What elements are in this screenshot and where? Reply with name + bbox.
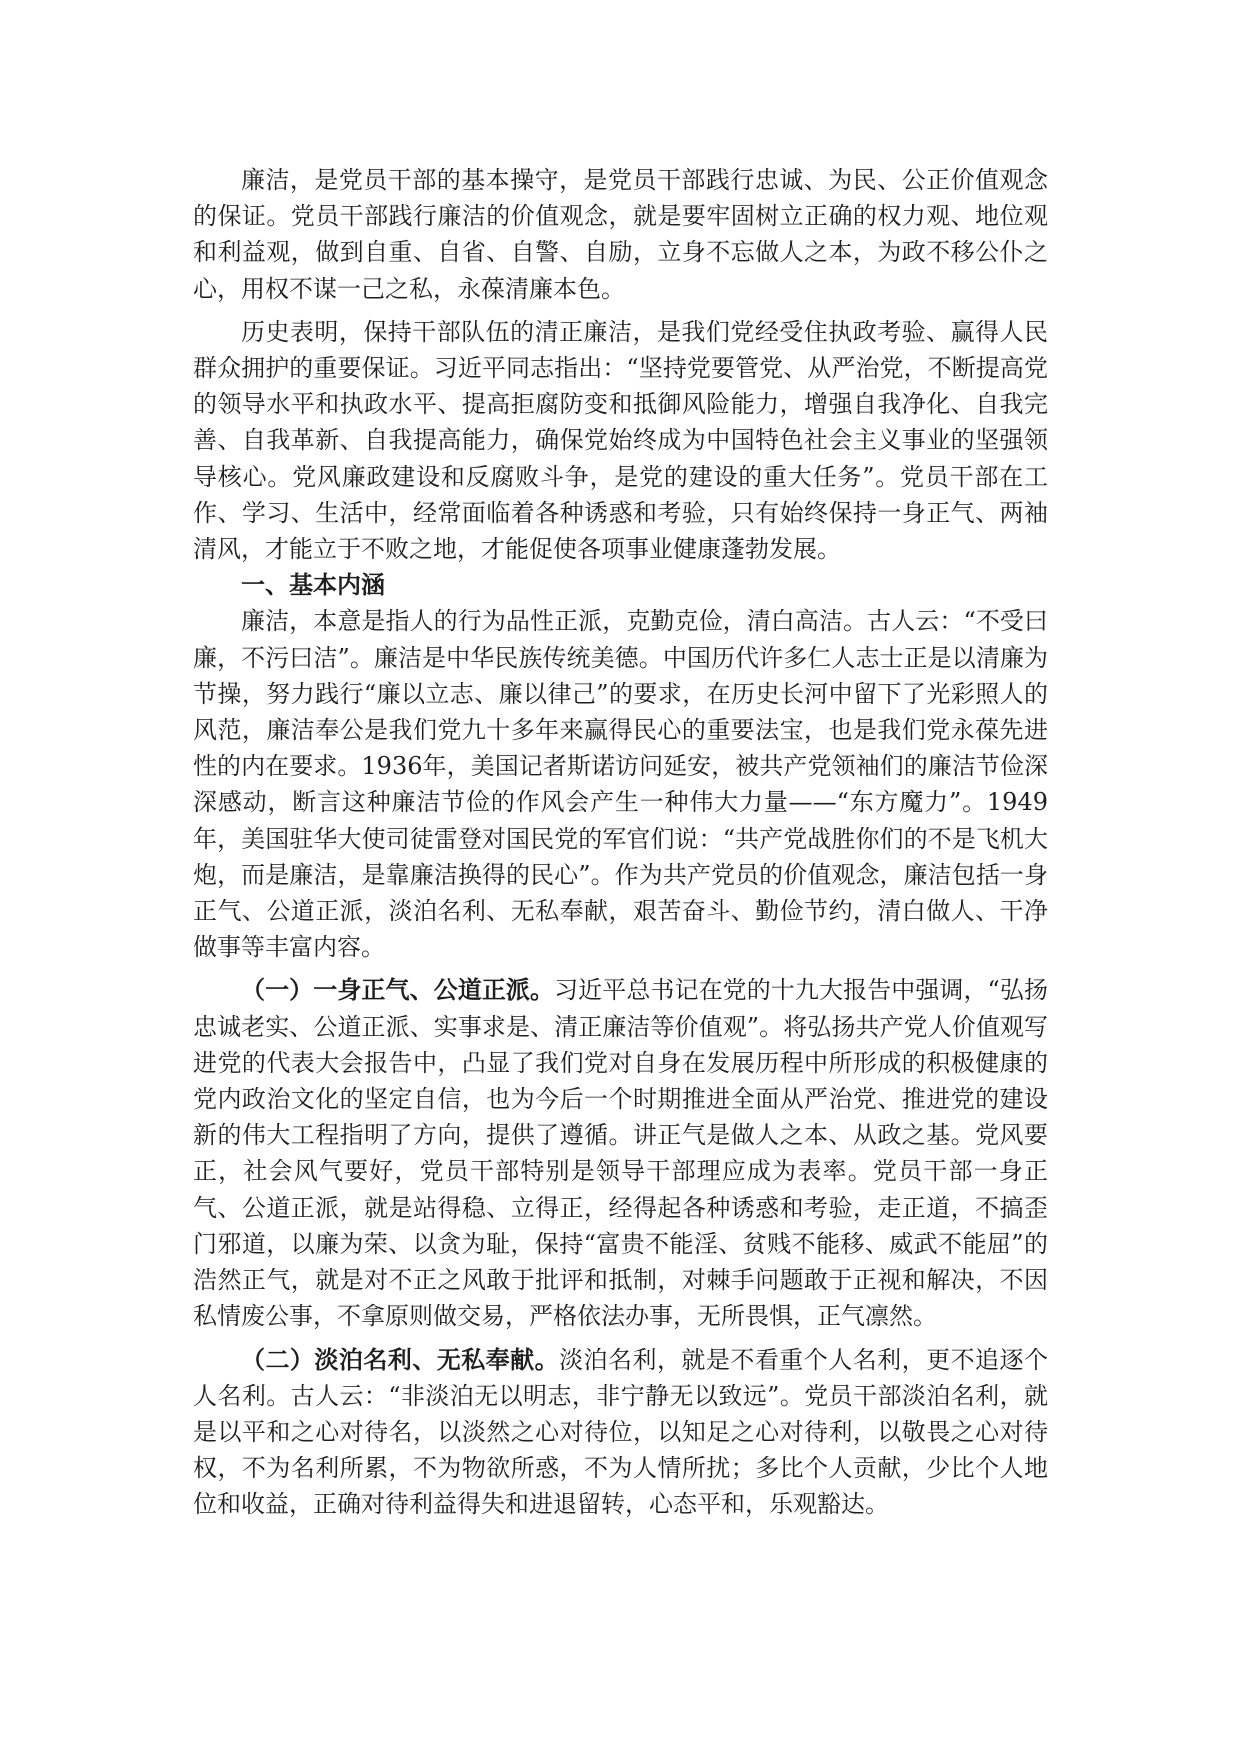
paragraph-history: 历史表明，保持干部队伍的清正廉洁，是我们党经受住执政考验、赢得人民群众拥护的重要保证。习近平同志指出：“坚持党要管党、从严治党，不断提高党的领导水平和执政水平、提高拒腐防变和抵御风险能力，增强自我净化、自我完善、自我革新、自我提高能力，确保党始终成为中国特色社会主义事业的坚强领导核心。党风廉政建设和反腐败斗争，是党的建设的重大任务”。党员干部在工作、学习、生活中，经常面临着各种诱惑和考验，只有始终保持一身正气、两袖清风，才能立于不败之地，才能促使各项事业健康蓬勃发展。 [193, 317, 1048, 564]
paragraph-basic-meaning: 廉洁，本意是指人的行为品性正派，克勤克俭，清白高洁。古人云：“不受曰廉，不污曰洁”。廉洁是中华民族传统美德。中国历代许多仁人志士正是以清廉为节操，努力践行“廉以立志、廉以律己”的要求，在历史长河中留下了光彩照人的风范，廉洁奉公是我们党九十多年来赢得民心的重要法宝，也是我们党永葆先进性的内在要求。1936年，美国记者斯诺访问延安，被共产党领袖们的廉洁节俭深深感动，断言这种廉洁节俭的作风会产生一种伟大力量——“东方魔力”。1949年，美国驻华大使司徒雷登对国民党的军官们说：“共产党战胜你们的不是飞机大炮，而是廉洁，是靠廉洁换得的民心”。作为共产党员的价值观念，廉洁包括一身正气、公道正派，淡泊名利、无私奉献，艰苦奋斗、勤俭节约，清白做人、干净做事等丰富内容。 [193, 607, 1048, 962]
subsection-integrity-title: （一）一身正气、公道正派。 [241, 975, 555, 1005]
section-heading-basic-meaning: 一、基本内涵 [241, 570, 385, 600]
subsection-integrity-body: 习近平总书记在党的十九大报告中强调，“弘扬忠诚老实、公道正派、实事求是、清正廉洁等价值观”。将弘扬共产党人价值观写进党的代表大会报告中，凸显了我们党对自身在发展历程中所形成的积极健康的党内政治文化的坚定自信，也为今后一个时期推进全面从严治党、推进党的建设新的伟大工程指明了方向，提供了遵循。讲正气是做人之本、从政之基。党风要正，社会风气要好，党员干部特别是领导干部理应成为表率。党员干部一身正气、公道正派，就是站得稳、立得正，经得起各种诱惑和考验，走正道，不搞歪门邪道，以廉为荣、以贪为耻，保持“富贵不能淫、贫贱不能移、威武不能屈”的浩然正气，就是对不正之风敢于批评和抵制，对棘手问题敢于正视和解决，不因私情废公事，不拿原则做交易，严格依法办事，无所畏惧，正气凛然。 [193, 976, 1048, 1331]
paragraph-lianjie-intro: 廉洁，是党员干部的基本操守，是党员干部践行忠诚、为民、公正价值观念的保证。党员干部践行廉洁的价值观念，就是要牢固树立正确的权力观、地位观和利益观，做到自重、自省、自警、自励，立身不忘做人之本，为政不移公仆之心，用权不谋一己之私，永葆清廉本色。 [193, 166, 1048, 303]
subsection-integrity [193, 972, 1048, 1334]
document-body [193, 162, 1048, 1523]
subsection-indifference-to-fame [193, 1342, 1048, 1523]
subsection-indifference-body: 淡泊名利，就是不看重个人名利，更不追逐个人名利。古人云：“非淡泊无以明志，非宁静无以致远”。党员干部淡泊名利，就是以平和之心对待名，以淡然之心对待位，以知足之心对待利，以敬畏之心对待权，不为名利所累，不为物欲所惑，不为人情所扰；多比个人贡献，少比个人地位和收益，正确对待利益得失和进退留转，心态平和，乐观豁达。 [193, 1345, 1048, 1519]
subsection-indifference-title: （二）淡泊名利、无私奉献。 [241, 1344, 560, 1374]
